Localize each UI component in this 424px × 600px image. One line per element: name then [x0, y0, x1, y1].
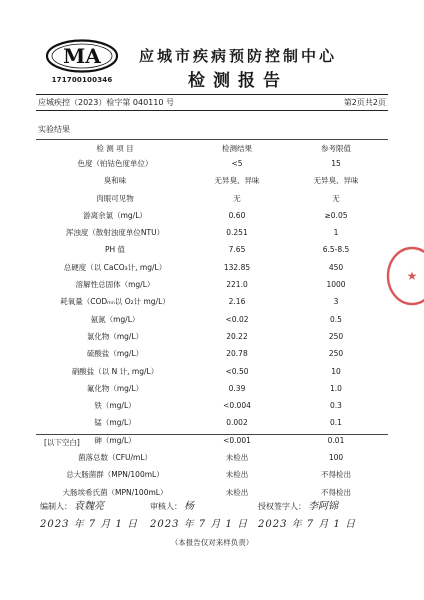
cell-limit: 10	[331, 366, 341, 376]
cell-item: PH 值	[104, 245, 126, 255]
table-row	[40, 397, 386, 414]
cell-item: 肉眼可见物	[96, 193, 134, 203]
table-row	[40, 466, 386, 483]
cell-result: 0.002	[226, 418, 248, 428]
reviewer-label: 审核人：	[150, 502, 182, 511]
section-label: 实验结果	[38, 125, 70, 134]
cell-result: 221.0	[226, 280, 248, 290]
cell-item: 硫酸盐（mg/L）	[86, 349, 144, 359]
page-number: 第2页共2页	[343, 98, 386, 107]
cell-result: <0.50	[225, 366, 249, 376]
cell-result: 132.85	[223, 262, 251, 272]
header-limit: 参考限值	[321, 144, 351, 153]
cell-item: 锰（mg/L）	[94, 418, 136, 428]
cell-result: 0.39	[228, 383, 246, 393]
cell-result: <5	[231, 159, 243, 168]
cell-result: 20.22	[226, 331, 248, 341]
results-table	[40, 142, 386, 501]
cell-result: 20.78	[226, 349, 248, 359]
cell-limit: 450	[328, 262, 344, 272]
compiler-label: 编制人：	[40, 502, 72, 511]
report-number: 应城疾控（2023）检字第 040110 号	[38, 98, 174, 107]
cell-result: 未检出	[225, 487, 249, 497]
table-row	[40, 155, 386, 172]
ma-mark: MA	[63, 44, 101, 68]
cell-item: 臭和味	[103, 176, 127, 186]
cell-item: 菌落总数（CFU/mL）	[77, 453, 153, 463]
cell-limit: 6.5-8.5	[322, 245, 350, 255]
table-row	[40, 207, 386, 224]
cell-item: 铁（mg/L）	[94, 401, 136, 411]
cell-item: 硝酸盐（以 N 计, mg/L）	[71, 366, 159, 376]
cell-limit: 100	[328, 453, 344, 463]
cell-result: 7.65	[228, 245, 246, 255]
cell-result: 0.60	[228, 210, 246, 220]
compiler-date: 2023 年 7 月 1 日	[40, 519, 139, 530]
cell-limit: 250	[328, 349, 344, 359]
report-title: 检测报告	[188, 71, 288, 91]
table-row	[40, 224, 386, 241]
cell-item: 耗氧量（CODₘₙ以 O₂计 mg/L）	[60, 297, 170, 307]
cell-result: 未检出	[225, 470, 249, 480]
cell-item: 总大肠菌群（MPN/100mL）	[66, 470, 164, 480]
compiler-signature	[40, 497, 104, 512]
cell-result: <0.02	[225, 314, 249, 324]
cell-item: 浑浊度（散射浊度单位NTU）	[65, 228, 165, 238]
cell-item: 游离余氯（mg/L）	[83, 210, 147, 220]
cell-limit: 250	[328, 331, 344, 341]
cell-limit: 15	[331, 159, 341, 168]
table-row	[40, 363, 386, 380]
header-result: 检测结果	[222, 144, 252, 153]
table-row	[40, 259, 386, 276]
table-row	[40, 276, 386, 293]
table-body	[40, 155, 386, 501]
table-row	[40, 172, 386, 189]
header-divider-bottom	[36, 110, 388, 111]
table-bottom-rule	[36, 434, 388, 435]
cell-item: 溶解性总固体（mg/L）	[75, 280, 155, 290]
compiler-name: 袁魏亮	[74, 501, 104, 512]
table-row	[40, 311, 386, 328]
table-row	[40, 449, 386, 466]
cell-item: 色度（铂钴色度单位）	[77, 159, 153, 168]
approver-signature	[258, 497, 338, 512]
cell-limit: ≥0.05	[324, 210, 348, 220]
footnote: （本报告仅对来样负责）	[170, 538, 254, 547]
cell-limit: 1	[333, 228, 339, 238]
cell-limit: 0.1	[330, 418, 342, 428]
cell-limit: 0.5	[330, 314, 342, 324]
cell-result: 0.251	[226, 228, 248, 238]
cell-item: 氨氮（mg/L）	[90, 314, 140, 324]
header-item: 检 测 项 目	[96, 144, 134, 153]
cell-result: <0.001	[223, 435, 251, 445]
reviewer-name: 杨	[184, 501, 194, 512]
table-row	[40, 241, 386, 258]
organization-name: 应城市疾病预防控制中心	[138, 47, 337, 65]
reviewer-signature	[150, 497, 194, 512]
cell-limit: 3	[333, 297, 339, 307]
cell-item: 总硬度（以 CaCO₃计, mg/L）	[63, 262, 167, 272]
table-top-rule	[36, 139, 388, 140]
cell-result: 无	[233, 193, 241, 203]
cell-limit: 1.0	[330, 383, 342, 393]
approver-date: 2023 年 7 月 1 日	[258, 519, 357, 530]
cell-result: 未检出	[225, 453, 249, 463]
cell-limit: 0.01	[327, 435, 345, 445]
cell-limit: 不得检出	[321, 470, 351, 480]
ma-certification-logo	[44, 38, 120, 74]
reviewer-date: 2023 年 7 月 1 日	[150, 519, 249, 530]
table-row	[40, 190, 386, 207]
cell-limit: 不得检出	[321, 487, 351, 497]
end-mark: [以下空白]	[44, 438, 80, 447]
approver-label: 授权签字人：	[258, 502, 306, 511]
official-seal-stamp	[386, 246, 424, 306]
header-divider-top	[36, 94, 388, 95]
ma-number: 171700100346	[51, 76, 113, 84]
cell-result: 无异臭、异味	[214, 176, 260, 186]
cell-limit: 1000	[326, 280, 346, 290]
table-header-row	[40, 142, 386, 155]
cell-item: 大肠埃希氏菌（MPN/100mL）	[62, 487, 168, 497]
cell-item: 氟化物（mg/L）	[86, 383, 144, 393]
table-row	[40, 380, 386, 397]
cell-limit: 无异臭、异味	[313, 176, 359, 186]
table-row	[40, 345, 386, 362]
svg-text:★: ★	[406, 269, 418, 283]
cell-result: <0.004	[223, 401, 251, 411]
cell-item: 砷（mg/L）	[94, 435, 136, 445]
table-row	[40, 328, 386, 345]
table-row	[40, 414, 386, 431]
cell-result: 2.16	[228, 297, 246, 307]
table-row	[40, 293, 386, 310]
approver-name: 李阿锦	[308, 501, 338, 512]
cell-limit: 无	[332, 193, 340, 203]
cell-item: 氯化物（mg/L）	[86, 331, 144, 341]
cell-limit: 0.3	[330, 401, 342, 411]
